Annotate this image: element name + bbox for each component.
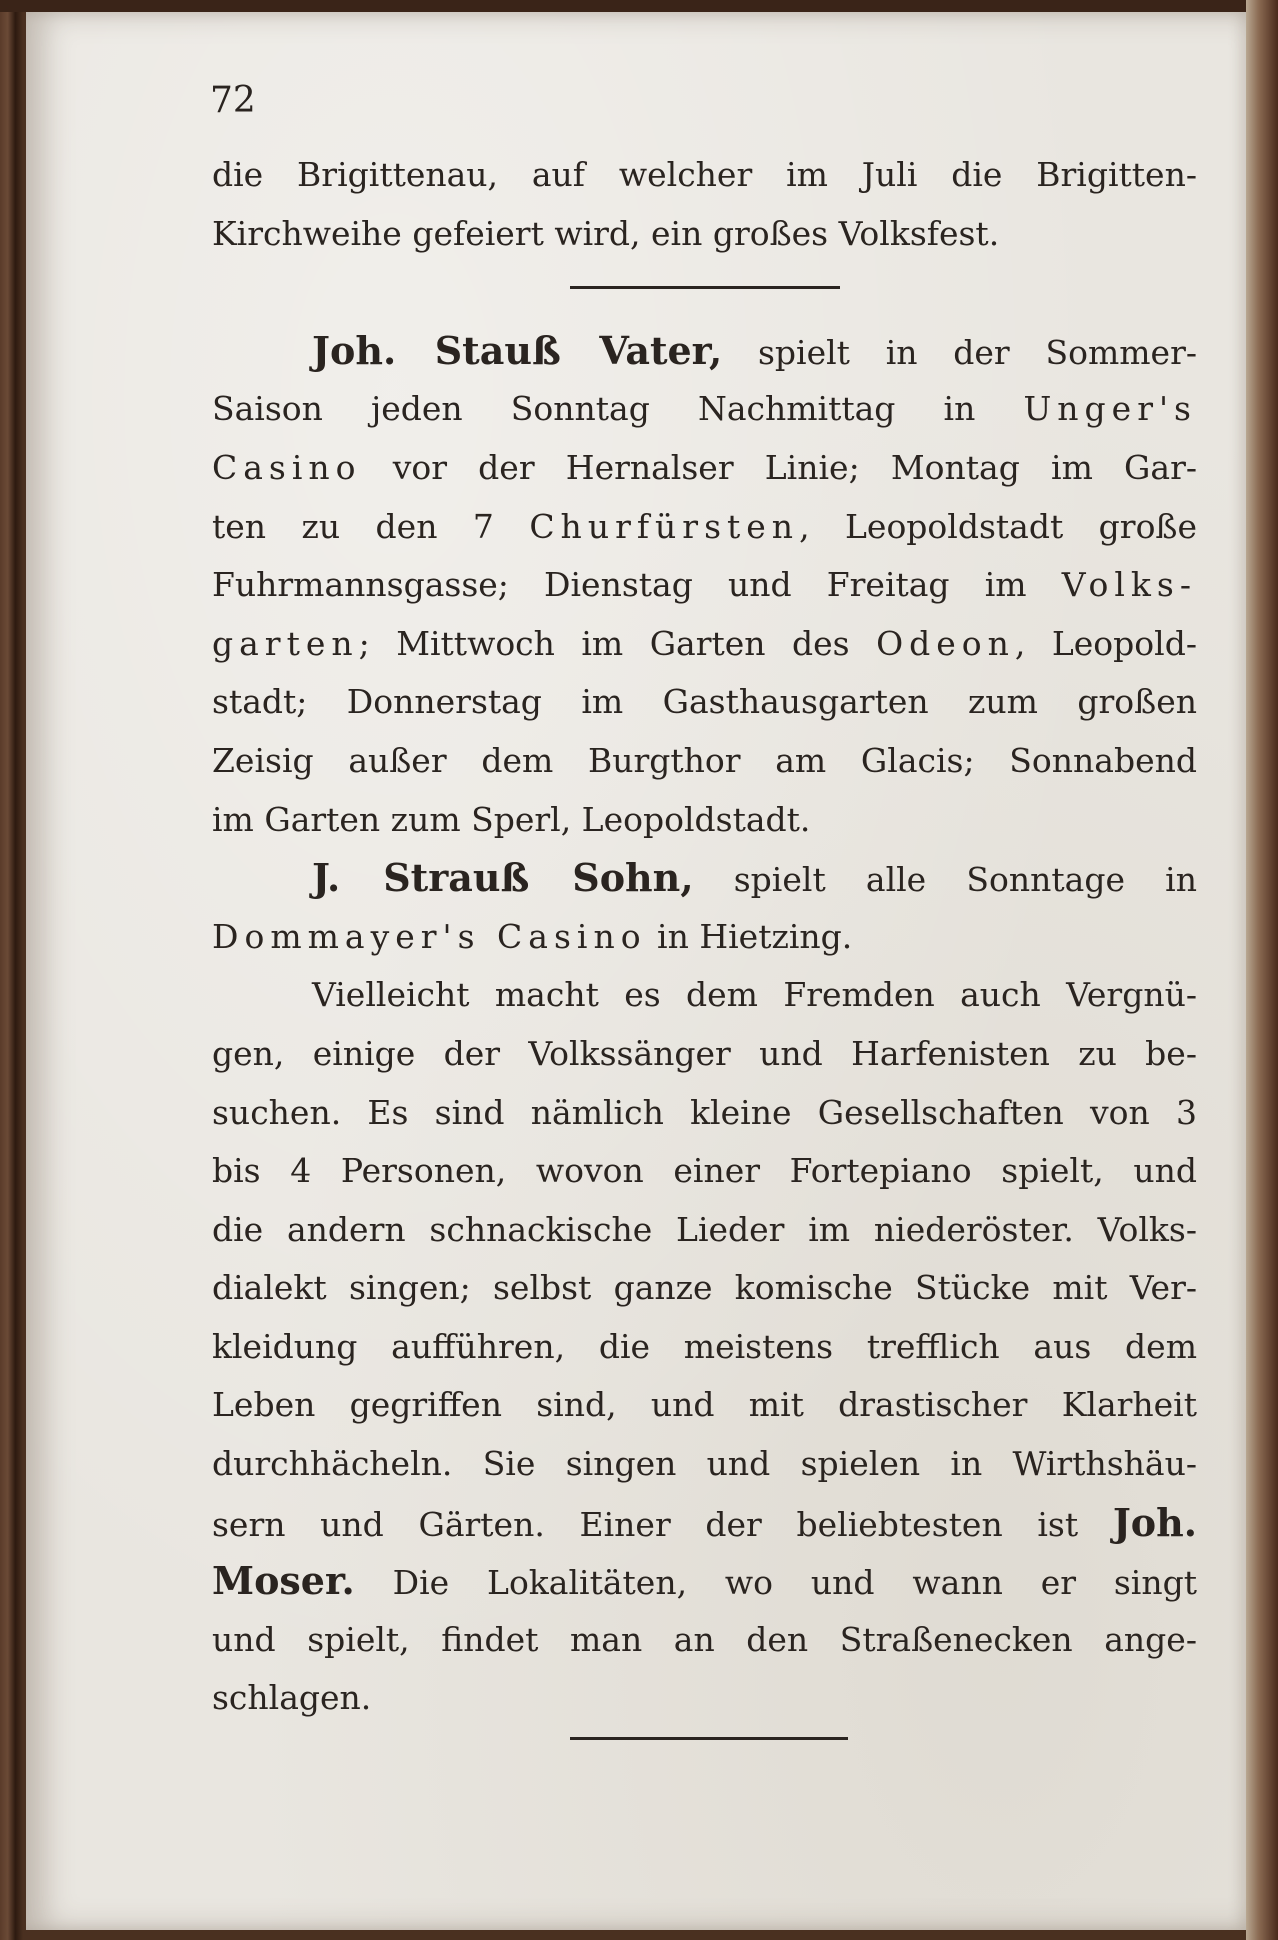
text-segment-spaced: Dommayer's Casino xyxy=(212,916,647,956)
text-line xyxy=(212,322,1197,381)
text-line: Zeisig außer dem Burgthor am Glacis; Sonnabend xyxy=(212,740,1197,780)
text-line: schlagen. xyxy=(212,1678,372,1718)
text-line: dialekt singen; selbst ganze komische Stücke mit Ver- xyxy=(212,1268,1197,1308)
text-segment: , Leopoldstadt große xyxy=(799,506,1198,546)
text-segment: spielt alle Sonntage in xyxy=(693,860,1197,900)
text-segment: ; Mittwoch im Garten des xyxy=(358,623,877,663)
name-johann-moser: Joh. xyxy=(1112,1499,1197,1545)
text-line xyxy=(212,1494,1197,1553)
spacer-line xyxy=(212,263,1197,322)
text-line: Vielleicht macht es dem Fremden auch Vergnü- xyxy=(312,975,1197,1015)
text-segment: , Leopold- xyxy=(1014,623,1197,663)
text-line: die andern schnackische Lieder im niederöster. Volks- xyxy=(212,1209,1197,1249)
text-segment: sern und Gärten. Einer der beliebtesten ist xyxy=(212,1504,1113,1544)
text-line: durchhächeln. Sie singen und spielen in Wirthshäu- xyxy=(212,1444,1197,1484)
name-johann-strauss-son: J. Strauß Sohn, xyxy=(312,855,694,901)
text-segment: vor der Hernalser Linie; Montag im Gar- xyxy=(361,447,1197,487)
text-line: Kirchweihe gefeiert wird, ein großes Volksfest. xyxy=(212,213,1000,253)
section-divider-top xyxy=(570,286,840,289)
page-edge xyxy=(1246,0,1278,1940)
text-segment-spaced: Unger's xyxy=(1023,389,1197,429)
text-line xyxy=(212,908,1197,967)
text-line: gen, einige der Volkssänger und Harfenisten zu be- xyxy=(212,1033,1197,1073)
text-line xyxy=(212,439,1197,498)
text-line: kleidung aufführen, die meistens trefflich aus dem xyxy=(212,1326,1197,1366)
text-segment: spielt in der Sommer- xyxy=(722,332,1197,372)
text-segment-spaced: Casino xyxy=(212,447,362,487)
page-text xyxy=(212,146,1197,1728)
name-johann-strauss-father: Joh. Stauß Vater, xyxy=(312,327,723,373)
text-segment: ten zu den 7 xyxy=(212,506,530,546)
text-line xyxy=(212,380,1197,439)
text-segment: Saison jeden Sonntag Nachmittag in xyxy=(212,389,1024,429)
name-moser: Moser. xyxy=(212,1558,355,1604)
text-segment: Fuhrmannsgasse; Dienstag und Freitag im xyxy=(212,565,1062,605)
text-segment-spaced: Odeon xyxy=(876,623,1015,663)
section-divider-bottom xyxy=(570,1737,848,1740)
text-line xyxy=(212,498,1197,557)
text-segment: in Hietzing. xyxy=(646,916,853,956)
text-segment: Die Lokalitäten, wo und wann er singt xyxy=(354,1563,1197,1603)
text-line xyxy=(212,615,1197,674)
text-line: und spielt, findet man an den Straßenecken ange- xyxy=(212,1619,1197,1659)
text-line: bis 4 Personen, wovon einer Fortepiano spielt, und xyxy=(212,1151,1197,1191)
text-line: suchen. Es sind nämlich kleine Gesellschaften von 3 xyxy=(212,1092,1197,1132)
text-segment-spaced: garten xyxy=(212,623,359,663)
top-edge xyxy=(0,0,1278,12)
text-segment-spaced: Volks- xyxy=(1061,565,1197,605)
text-line: im Garten zum Sperl, Leopoldstadt. xyxy=(212,799,811,839)
text-line: Leben gegriffen sind, und mit drastischer Klarheit xyxy=(212,1385,1197,1425)
text-line: stadt; Donnerstag im Gasthausgarten zum großen xyxy=(212,682,1197,722)
page-number: 72 xyxy=(210,80,256,121)
text-line xyxy=(212,849,1197,908)
text-line xyxy=(212,556,1197,615)
text-segment-spaced: Churfürsten xyxy=(529,506,800,546)
text-line: die Brigittenau, auf welcher im Juli die Brigitten- xyxy=(212,155,1197,194)
text-line xyxy=(212,1552,1197,1611)
